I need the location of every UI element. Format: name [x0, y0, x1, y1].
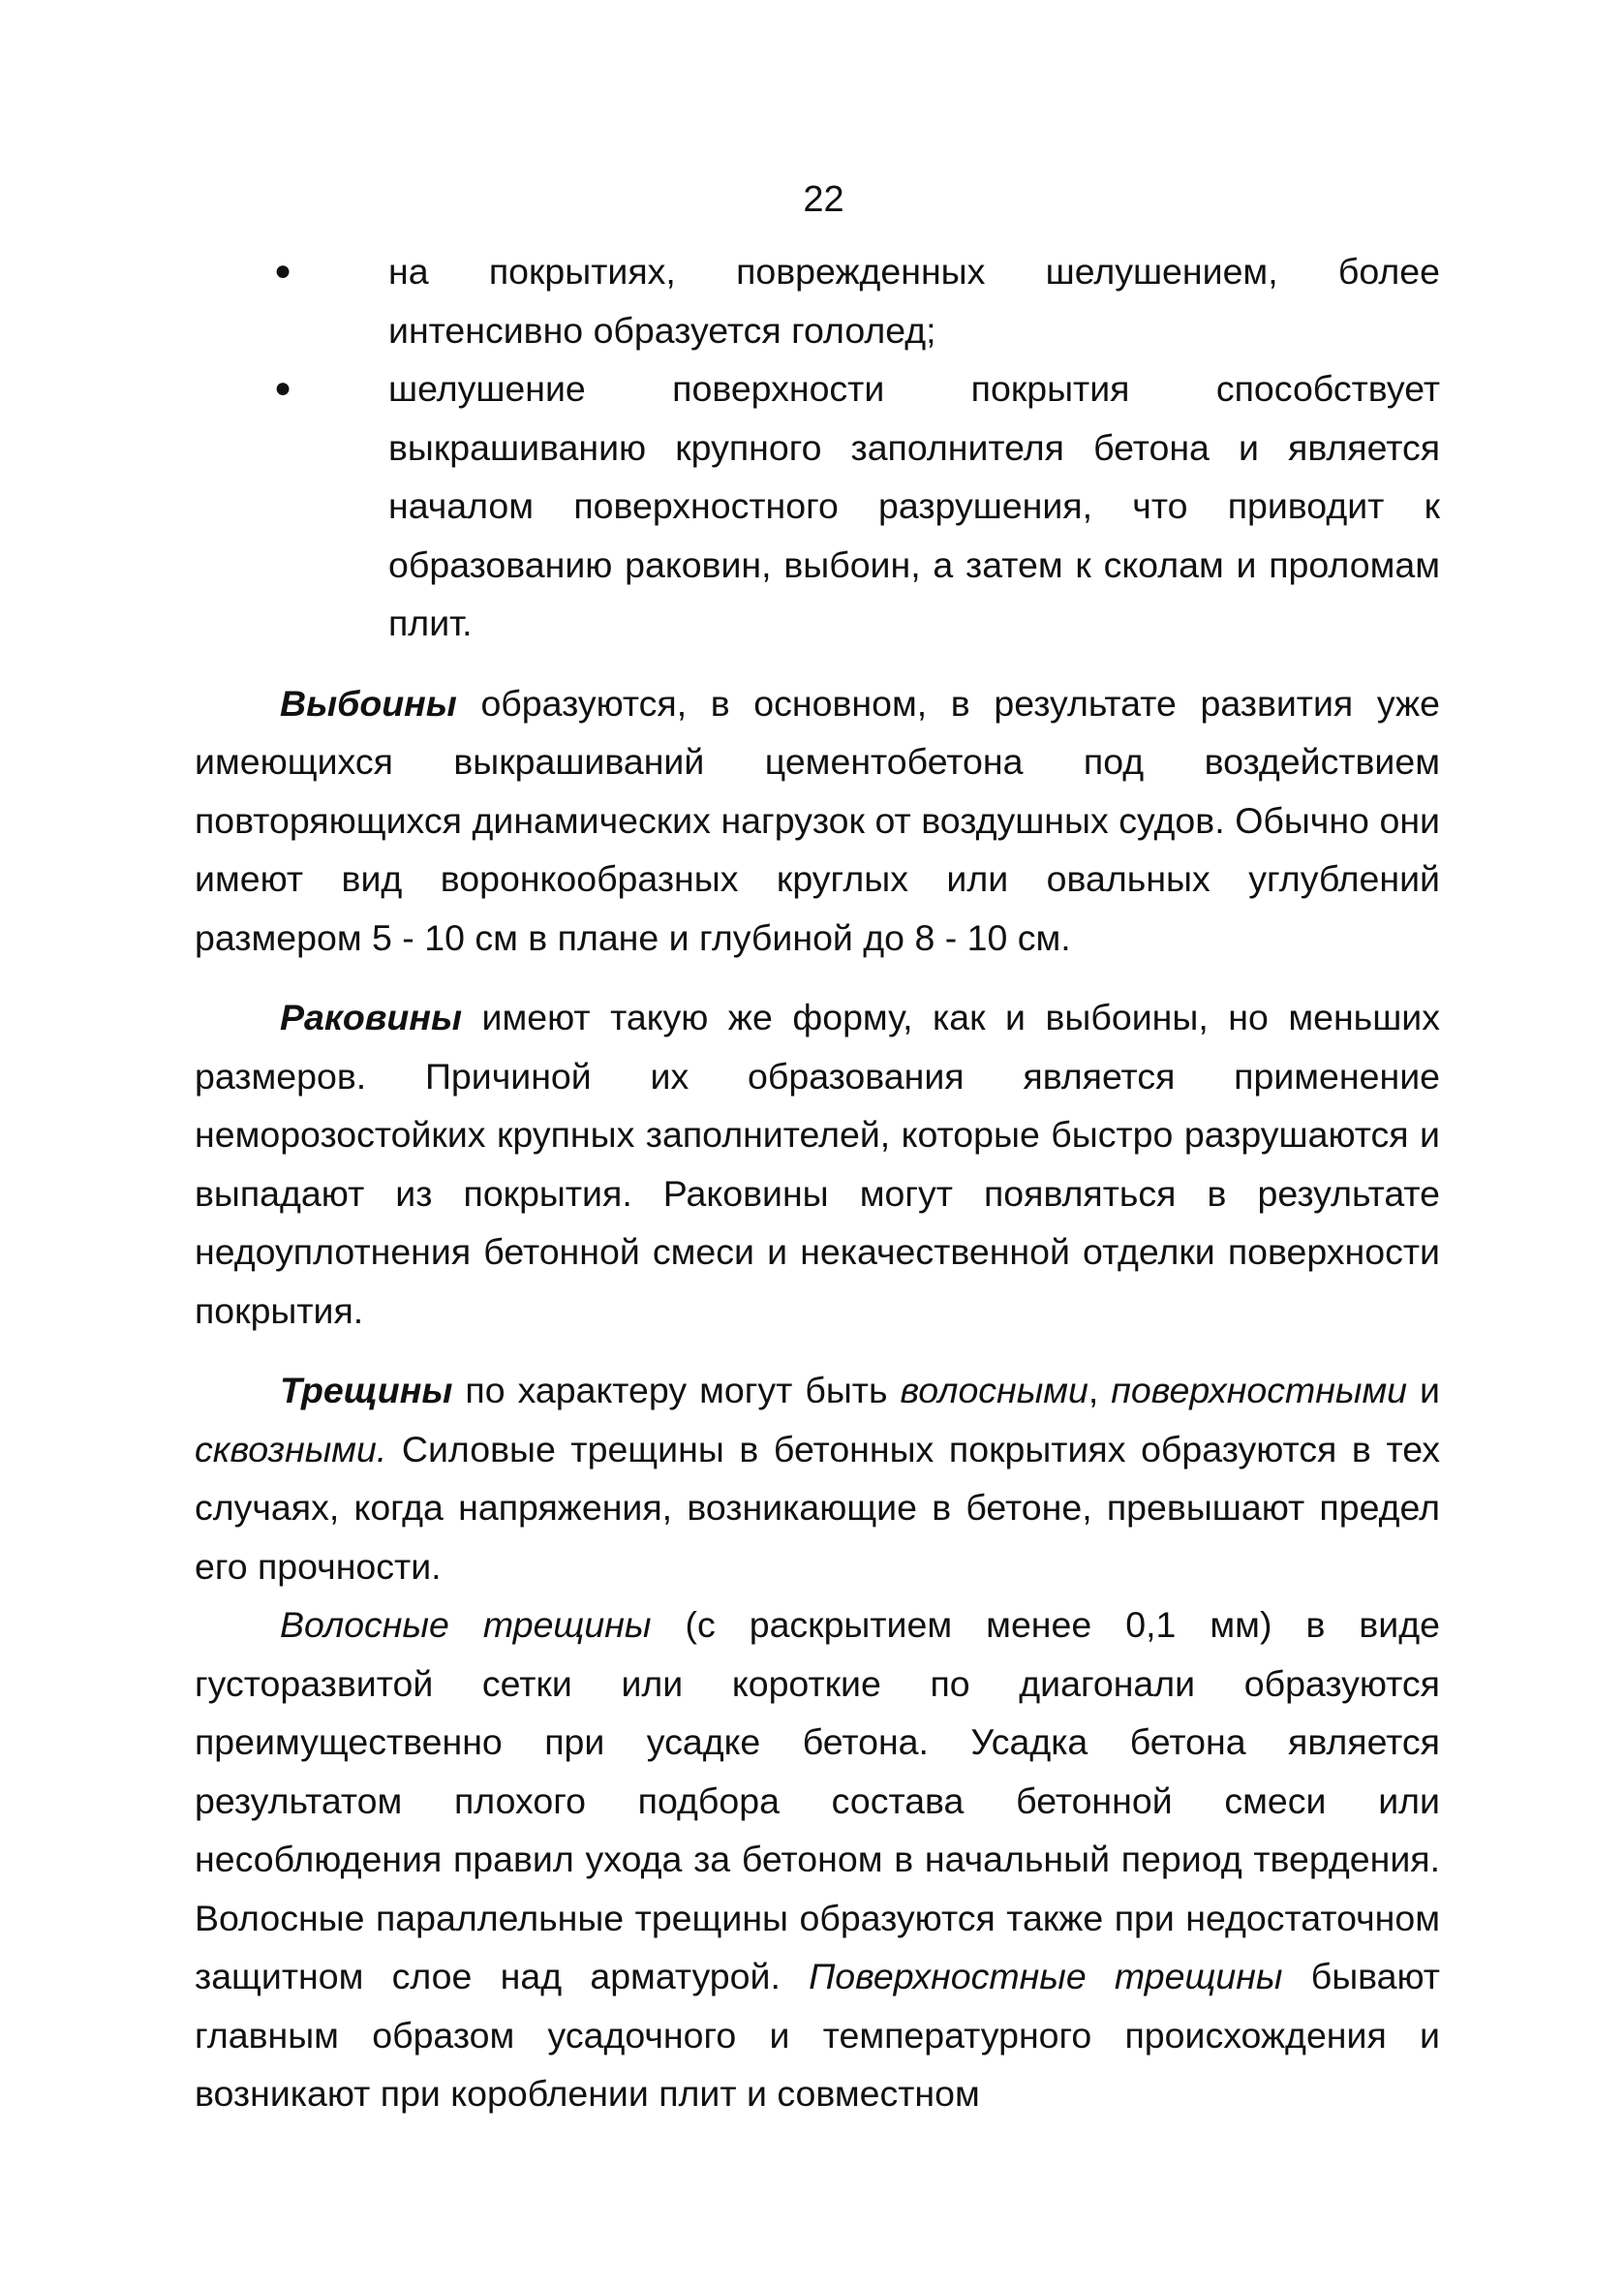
paragraph-text: по характеру могут быть	[452, 1370, 901, 1410]
list-item	[195, 359, 1440, 653]
paragraph-text: бывают главным образом усадочного и температурного происхождения и возникают при короблении плит и совместном	[195, 1956, 1440, 2114]
paragraph-text: и	[1407, 1370, 1440, 1410]
paragraph-hairline-cracks	[195, 1595, 1440, 2123]
list-item	[195, 242, 1440, 359]
term-cavities: Раковины	[280, 997, 463, 1037]
bullet-text: шелушение поверхности покрытия способствует выкрашиванию крупного заполнителя бетона и является началом поверхностного разрушения, что приводит к образованию раковин, выбоин, а затем к сколам и проломам плит.	[388, 368, 1440, 643]
paragraph-text: (с раскрытием менее 0,1 мм) в виде густоразвитой сетки или короткие по диагонали образуются преимущественно при усадке бетона. Усадка бетона является результатом плохого подбора состава бетонной смеси или несоблюдения правил ухода за бетоном в начальный период твердения. Волосные параллельные трещины образуются также при недостаточном защитном слое над арматурой.	[195, 1604, 1440, 1996]
paragraph-text: образуются, в основном, в результате развития уже имеющихся выкрашиваний цементобетона под воздействием повторяющихся динамических нагрузок от воздушных судов. Обычно они имеют вид воронкообразных круглых или овальных углублений размером 5 - 10 см в плане и глубиной до 8 - 10 см.	[195, 682, 1440, 958]
paragraph-cavities	[195, 988, 1440, 1340]
bullet-icon: ●	[274, 255, 292, 287]
paragraph-potholes	[195, 674, 1440, 968]
paragraph-text: ,	[1088, 1370, 1112, 1410]
term-surface-cracks: Поверхностные трещины	[809, 1956, 1283, 1996]
paragraph-text: имеют такую же форму, как и выбоины, но меньших размеров. Причиной их образования является применение неморозостойких крупных заполнителей, которые быстро разрушаются и выпадают из покрытия. Раковины могут появляться в результате недоуплотнения бетонной смеси и некачественной отделки поверхности покрытия.	[195, 997, 1440, 1331]
page-body	[195, 242, 1440, 2123]
term-hairline-cracks: Волосные трещины	[280, 1604, 652, 1645]
bullet-text: на покрытиях, поврежденных шелушением, более интенсивно образуется гололед;	[388, 251, 1440, 351]
term-potholes: Выбоины	[280, 682, 457, 724]
bullet-list	[195, 242, 1440, 653]
page-number: 22	[803, 179, 844, 220]
paragraph-text: Силовые трещины в бетонных покрытиях образуются в тех случаях, когда напряжения, возникающие в бетоне, превышают предел его прочности.	[195, 1428, 1440, 1587]
term-cracks: Трещины	[280, 1370, 453, 1410]
term-surface: поверхностными	[1111, 1370, 1408, 1410]
paragraph-cracks	[195, 1361, 1440, 1595]
bullet-icon: ●	[274, 372, 292, 404]
term-hairline: волосными	[900, 1370, 1088, 1410]
term-through: сквозными.	[195, 1428, 387, 1469]
